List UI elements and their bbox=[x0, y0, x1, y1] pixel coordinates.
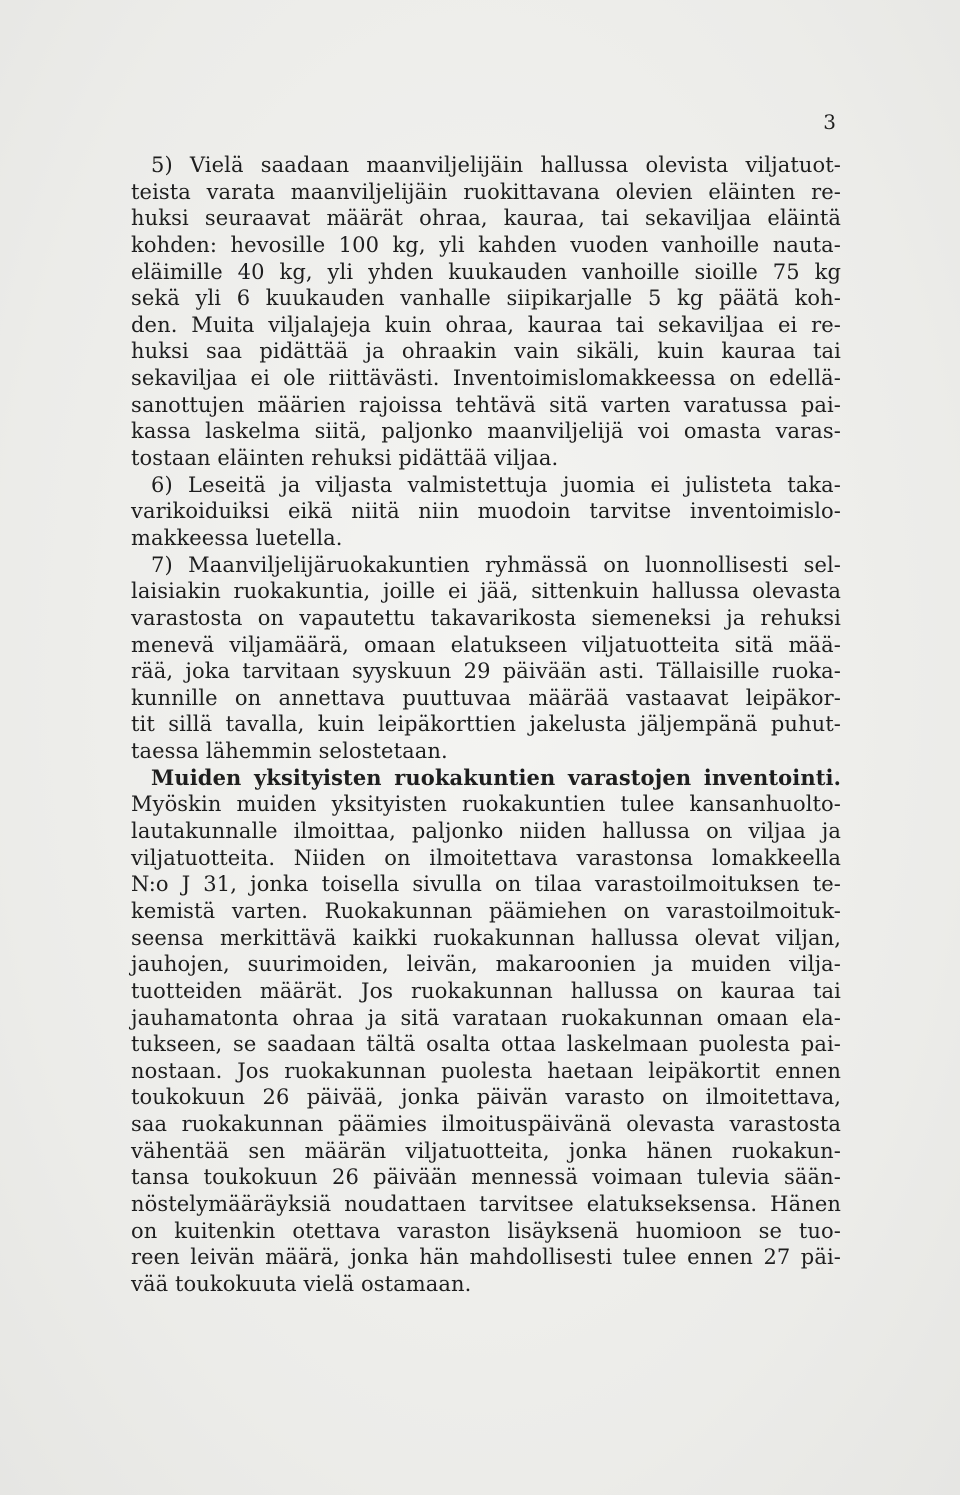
text-line: Myöskin muiden yksityisten ruokakuntien tulee kansanhuolto- bbox=[131, 792, 841, 817]
text-line: on kuitenkin otettava varaston lisäyksenä huomioon se tuo- bbox=[131, 1218, 841, 1243]
text-line: varastosta on vapautettu takavarikosta siemeneksi ja rehuksi bbox=[131, 605, 841, 630]
text-line: tostaan eläinten rehuksi pidättää viljaa. bbox=[131, 446, 559, 471]
text-line: tuotteiden määrät. Jos ruokakunnan hallussa on kauraa tai bbox=[131, 978, 841, 1003]
text-line: 5) Vielä saadaan maanviljelijäin hallussa olevista viljatuot- bbox=[151, 153, 841, 177]
text-line: tit sillä tavalla, kuin leipäkorttien jakelusta jäljempänä puhut- bbox=[131, 712, 841, 737]
text-line: toukokuun 26 päivää, jonka päivän varasto on ilmoitettava, bbox=[131, 1085, 841, 1110]
text-line: kunnille on annettava puuttuvaa määrää vastaavat leipäkor- bbox=[131, 685, 841, 710]
text-line: taessa lähemmin selostetaan. bbox=[131, 739, 448, 764]
text-line: menevä viljamäärä, omaan elatukseen viljatuotteita sitä mää- bbox=[131, 632, 841, 657]
text-line: vää toukokuuta vielä ostamaan. bbox=[131, 1271, 472, 1296]
text-line: sekaviljaa ei ole riittävästi. Inventoimislomakkeessa on edellä- bbox=[131, 366, 841, 391]
section-heading: Muiden yksityisten ruokakuntien varastojen inventointi. bbox=[151, 764, 841, 790]
text-line: makkeessa luetella. bbox=[131, 525, 343, 550]
text-line: 7) Maanviljelijäruokakuntien ryhmässä on luonnollisesti sel- bbox=[151, 552, 841, 577]
text-line: seensa merkittävä kaikki ruokakunnan hallussa olevat viljan, bbox=[131, 925, 841, 950]
text-line: jauhojen, suurimoiden, leivän, makaroonien ja muiden vilja- bbox=[131, 952, 841, 977]
text-line: nostaan. Jos ruokakunnan puolesta haetaan leipäkortit ennen bbox=[131, 1058, 841, 1083]
text-line: saa ruokakunnan päämies ilmoituspäivänä olevasta varastosta bbox=[131, 1112, 841, 1137]
text-line: den. Muita viljalajeja kuin ohraa, kauraa tai sekaviljaa ei re- bbox=[131, 312, 841, 337]
body-text bbox=[131, 152, 841, 1298]
text-line: varikoiduiksi eikä niitä niin muodoin tarvitse inventoimislo- bbox=[131, 499, 841, 524]
text-line: reen leivän määrä, jonka hän mahdollisesti tulee ennen 27 päi- bbox=[131, 1245, 841, 1270]
text-line: kassa laskelma siitä, paljonko maanviljelijä voi omasta varas- bbox=[131, 419, 841, 444]
text-line: teista varata maanviljelijäin ruokittavana olevien eläinten re- bbox=[131, 179, 841, 204]
text-line: kohden: hevosille 100 kg, yli kahden vuoden vanhoille nauta- bbox=[131, 232, 841, 257]
text-line: jauhamatonta ohraa ja sitä varataan ruokakunnan omaan ela- bbox=[131, 1005, 841, 1030]
text-line: nöstelymääräyksiä noudattaen tarvitsee elatukseksensa. Hänen bbox=[131, 1191, 841, 1216]
text-line: sekä yli 6 kuukauden vanhalle siipikarjalle 5 kg päätä koh- bbox=[131, 286, 841, 311]
text-line: sanottujen määrien rajoissa tehtävä sitä varten varatussa pai- bbox=[131, 392, 841, 417]
text-line: laisiakin ruokakuntia, joille ei jää, sittenkuin hallussa olevasta bbox=[131, 579, 841, 604]
text-line: rää, joka tarvitaan syyskuun 29 päivään asti. Tällaisille ruoka- bbox=[131, 659, 841, 684]
text-line: vähentää sen määrän viljatuotteita, jonka hänen ruokakun- bbox=[131, 1138, 841, 1163]
text-line: viljatuotteita. Niiden on ilmoitettava varastonsa lomakkeella bbox=[131, 845, 841, 870]
text-line: huksi saa pidättää ja ohraakin vain sikäli, kuin kauraa tai bbox=[131, 339, 841, 364]
text-line: kemistä varten. Ruokakunnan päämiehen on varastoilmoituk- bbox=[131, 898, 841, 923]
text-line: eläimille 40 kg, yli yhden kuukauden vanhoille sioille 75 kg bbox=[131, 259, 841, 284]
text-line: lautakunnalle ilmoittaa, paljonko niiden hallussa on viljaa ja bbox=[131, 819, 841, 844]
text-line: N:o J 31, jonka toisella sivulla on tilaa varastoilmoituksen te- bbox=[131, 872, 841, 897]
text-line: 6) Leseitä ja viljasta valmistettuja juomia ei julisteta taka- bbox=[151, 472, 841, 497]
text-line: tukseen, se saadaan tältä osalta ottaa laskelmaan puolesta pai- bbox=[131, 1032, 841, 1057]
page-number: 3 bbox=[823, 110, 836, 134]
text-line: tansa toukokuun 26 päivään mennessä voimaan tulevia sään- bbox=[131, 1165, 841, 1190]
text-line: huksi seuraavat määrät ohraa, kauraa, tai sekaviljaa eläintä bbox=[131, 206, 841, 231]
